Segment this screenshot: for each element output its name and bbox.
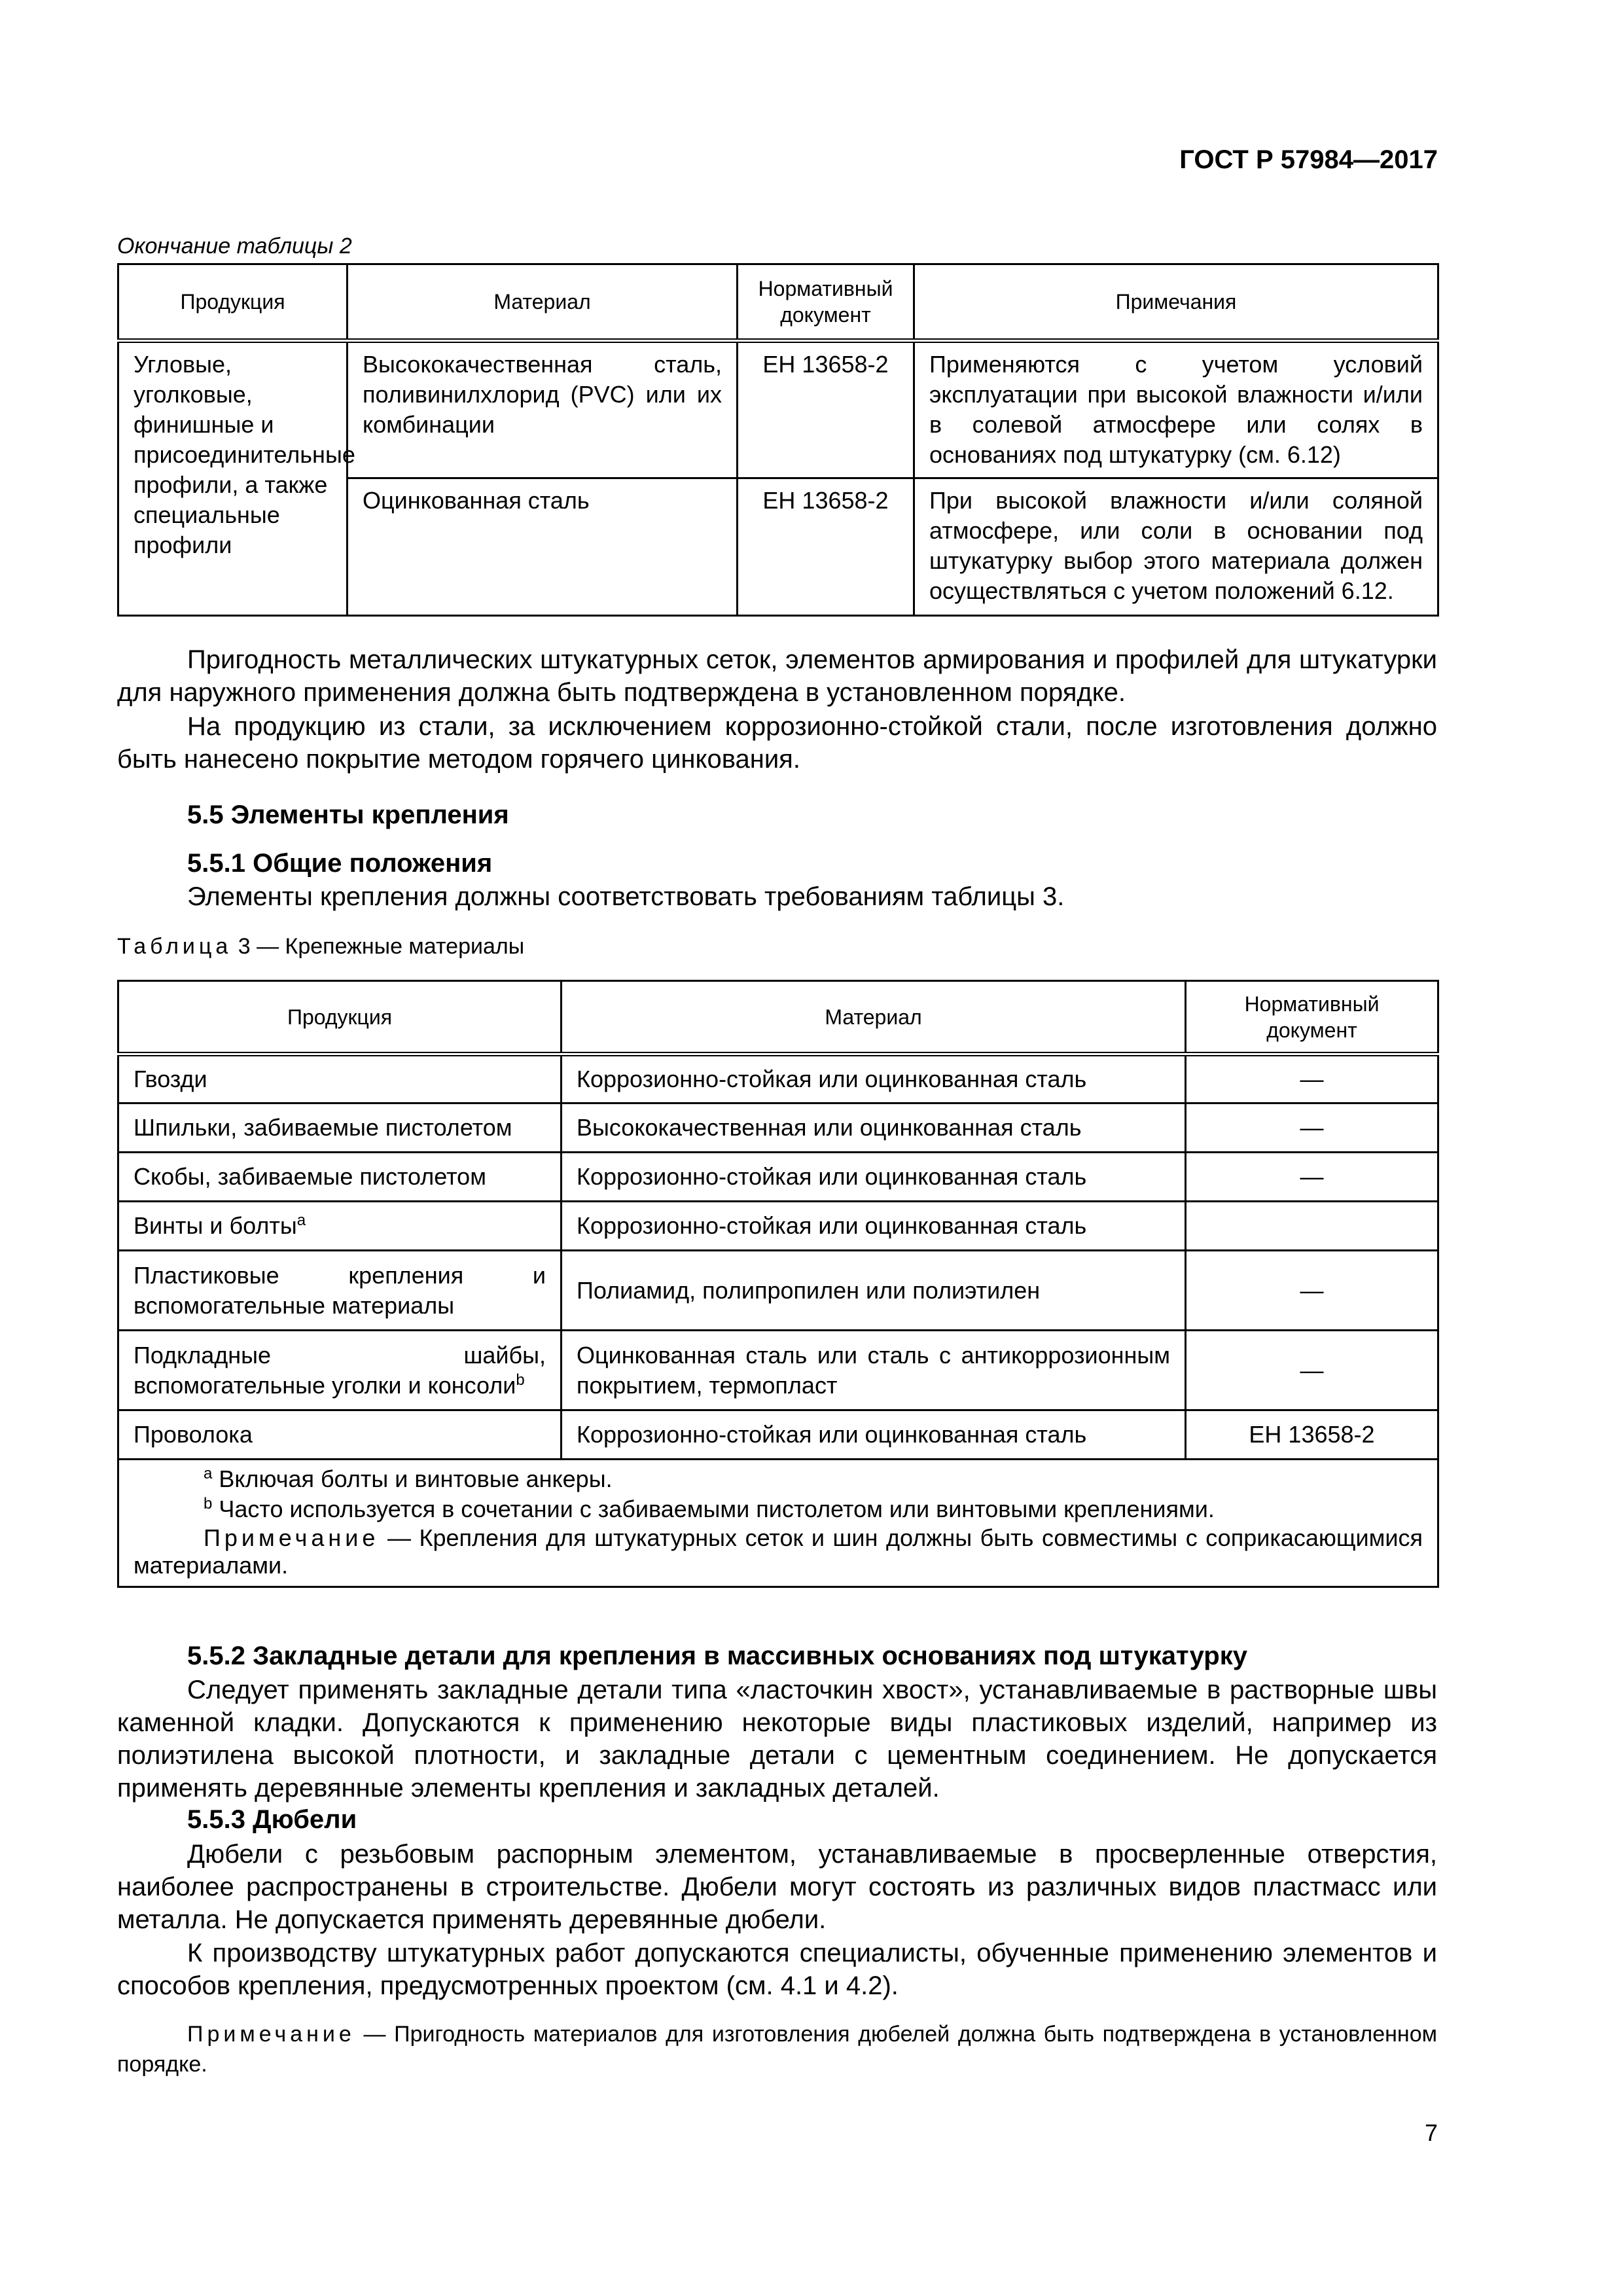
table3-product-cell: Проволока bbox=[118, 1410, 562, 1460]
table2-notes-cell: Применяются с учетом условий эксплуатации при высокой влажности и/или в солевой атмосфере или солях в основаниях под штукатурку (см. 6.12) bbox=[914, 341, 1438, 478]
table2-header-product: Продукция bbox=[118, 264, 348, 341]
table2-header-doc: Нормативный документ bbox=[738, 264, 914, 341]
table3-doc-cell: — bbox=[1186, 1153, 1438, 1202]
table3-caption-text: 3 — Крепежные материалы bbox=[232, 934, 525, 959]
table3-doc-cell: — bbox=[1186, 1331, 1438, 1410]
table3-material-cell: Коррозионно-стойкая или оцинкованная сталь bbox=[562, 1410, 1186, 1460]
note-label: Примечание bbox=[187, 2022, 355, 2047]
table3-footnotes bbox=[118, 1460, 1438, 1587]
table3-material-cell: Высококачественная или оцинкованная сталь bbox=[562, 1103, 1186, 1153]
table3-footnotes-row bbox=[118, 1460, 1438, 1587]
table-row bbox=[118, 1202, 1438, 1251]
table3-note bbox=[134, 1524, 1423, 1579]
table3-material-cell: Оцинкованная сталь или сталь с антикоррозионным покрытием, термопласт bbox=[562, 1331, 1186, 1410]
table3-product-cell bbox=[118, 1331, 562, 1410]
paragraph: Следует применять закладные детали типа «ласточкин хвост», устанавливаемые в растворные швы каменной кладки. Допускаются к применению некоторые виды пластиковых изделий, например из полиэтилена высокой плотности, и закладные детали с цементным соединением. Не допускается применять деревянные элементы крепления и закладных деталей. bbox=[117, 1676, 1437, 1803]
table2-product-cell: Угловые, уголковые, финишные и присоединительные профили, а также специальные профили bbox=[118, 341, 348, 616]
footnote-a-mark: а bbox=[204, 1465, 213, 1482]
table-row bbox=[118, 1251, 1438, 1331]
footnote-a bbox=[134, 1464, 1423, 1494]
table3-caption bbox=[117, 934, 524, 960]
table3-material-cell: Коррозионно-стойкая или оцинкованная сталь bbox=[562, 1054, 1186, 1103]
section-heading-5-5: 5.5 Элементы крепления bbox=[187, 800, 509, 829]
table3-material-cell: Полиамид, полипропилен или полиэтилен bbox=[562, 1251, 1186, 1331]
table3-product-cell: Скобы, забиваемые пистолетом bbox=[118, 1153, 562, 1202]
table3-material-cell: Коррозионно-стойкая или оцинкованная сталь bbox=[562, 1153, 1186, 1202]
table3-product-cell: Гвозди bbox=[118, 1054, 562, 1103]
paragraph: Пригодность металлических штукатурных сеток, элементов армирования и профилей для штукатурки для наружного применения должна быть подтверждена в установленном порядке. bbox=[117, 645, 1437, 707]
footnote-b bbox=[134, 1494, 1423, 1524]
paragraph: Дюбели с резьбовым распорным элементом, устанавливаемые в просверленные отверстия, наиболее распространены в строительстве. Дюбели могут состоять из различных видов пластмасс или металла. Не допускается применять деревянные дюбели. bbox=[117, 1840, 1437, 1934]
table2-material-cell: Высококачественная сталь, поливинилхлорид (PVC) или их комбинации bbox=[348, 341, 738, 478]
footnote-ref-a: а bbox=[296, 1211, 306, 1229]
table2-caption: Окончание таблицы 2 bbox=[117, 234, 352, 259]
table3-product-cell: Шпильки, забиваемые пистолетом bbox=[118, 1103, 562, 1153]
footnote-a-text: Включая болты и винтовые анкеры. bbox=[212, 1465, 613, 1492]
table-row bbox=[118, 1103, 1438, 1153]
table3-product-cell bbox=[118, 1202, 562, 1251]
table3-product-text: Винты и болты bbox=[134, 1212, 297, 1239]
table2-doc-cell: ЕН 13658-2 bbox=[738, 341, 914, 478]
table-row bbox=[118, 1153, 1438, 1202]
table2 bbox=[117, 263, 1439, 617]
paragraph: К производству штукатурных работ допускаются специалисты, обученные применению элементов и способов крепления, предусмотренных проектом (см. 4.1 и 4.2). bbox=[117, 1939, 1437, 2000]
table-row bbox=[118, 1331, 1438, 1410]
table3-header-doc: Нормативный документ bbox=[1186, 981, 1438, 1054]
table3-header-material: Материал bbox=[562, 981, 1186, 1054]
table-row bbox=[118, 341, 1438, 478]
footnote-b-text: Часто используется в сочетании с забиваемыми пистолетом или винтовыми креплениями. bbox=[212, 1496, 1215, 1522]
section-heading-5-5-3: 5.5.3 Дюбели bbox=[187, 1805, 357, 1834]
table3-doc-cell: ЕН 13658-2 bbox=[1186, 1410, 1438, 1460]
table2-header-notes: Примечания bbox=[914, 264, 1438, 341]
table3-doc-cell: — bbox=[1186, 1054, 1438, 1103]
table3-doc-cell: — bbox=[1186, 1251, 1438, 1331]
page-number: 7 bbox=[1424, 2119, 1438, 2146]
table3-doc-cell bbox=[1186, 1202, 1438, 1251]
table-row bbox=[118, 1054, 1438, 1103]
table3-header-product: Продукция bbox=[118, 981, 562, 1054]
table3-product-text: Подкладные шайбы, вспомогательные уголки и консоли bbox=[134, 1341, 546, 1399]
table2-header-material: Материал bbox=[348, 264, 738, 341]
note bbox=[117, 2019, 1437, 2079]
table3-doc-cell: — bbox=[1186, 1103, 1438, 1153]
table-row bbox=[118, 1410, 1438, 1460]
table3-note-label: Примечание bbox=[204, 1524, 380, 1551]
section-heading-5-5-1: 5.5.1 Общие положения bbox=[187, 849, 493, 878]
table2-material-cell: Оцинкованная сталь bbox=[348, 478, 738, 616]
paragraph: На продукцию из стали, за исключением коррозионно-стойкой стали, после изготовления должно быть нанесено покрытие методом горячего цинкования. bbox=[117, 712, 1437, 774]
note-text: — Пригодность материалов для изготовления дюбелей должна быть подтверждена в установленном порядке. bbox=[117, 2022, 1437, 2077]
paragraph: Элементы крепления должны соответствовать требованиям таблицы 3. bbox=[187, 882, 1065, 911]
table3-product-cell: Пластиковые крепления и вспомогательные материалы bbox=[118, 1251, 562, 1331]
footnote-b-mark: b bbox=[204, 1495, 213, 1513]
table3 bbox=[117, 980, 1439, 1588]
table2-notes-cell: При высокой влажности и/или соляной атмосфере, или соли в основании под штукатурку выбор этого материала должен осуществляться с учетом положений 6.12. bbox=[914, 478, 1438, 616]
section-heading-5-5-2: 5.5.2 Закладные детали для крепления в массивных основаниях под штукатурку bbox=[187, 1641, 1247, 1670]
standard-header: ГОСТ Р 57984—2017 bbox=[1179, 145, 1438, 174]
table3-note-text: — Крепления для штукатурных сеток и шин должны быть совместимы с соприкасающимися материалами. bbox=[134, 1524, 1423, 1579]
footnote-ref-b: b bbox=[516, 1371, 525, 1389]
table3-caption-label: Таблица bbox=[117, 934, 232, 959]
table3-material-cell: Коррозионно-стойкая или оцинкованная сталь bbox=[562, 1202, 1186, 1251]
table2-doc-cell: ЕН 13658-2 bbox=[738, 478, 914, 616]
